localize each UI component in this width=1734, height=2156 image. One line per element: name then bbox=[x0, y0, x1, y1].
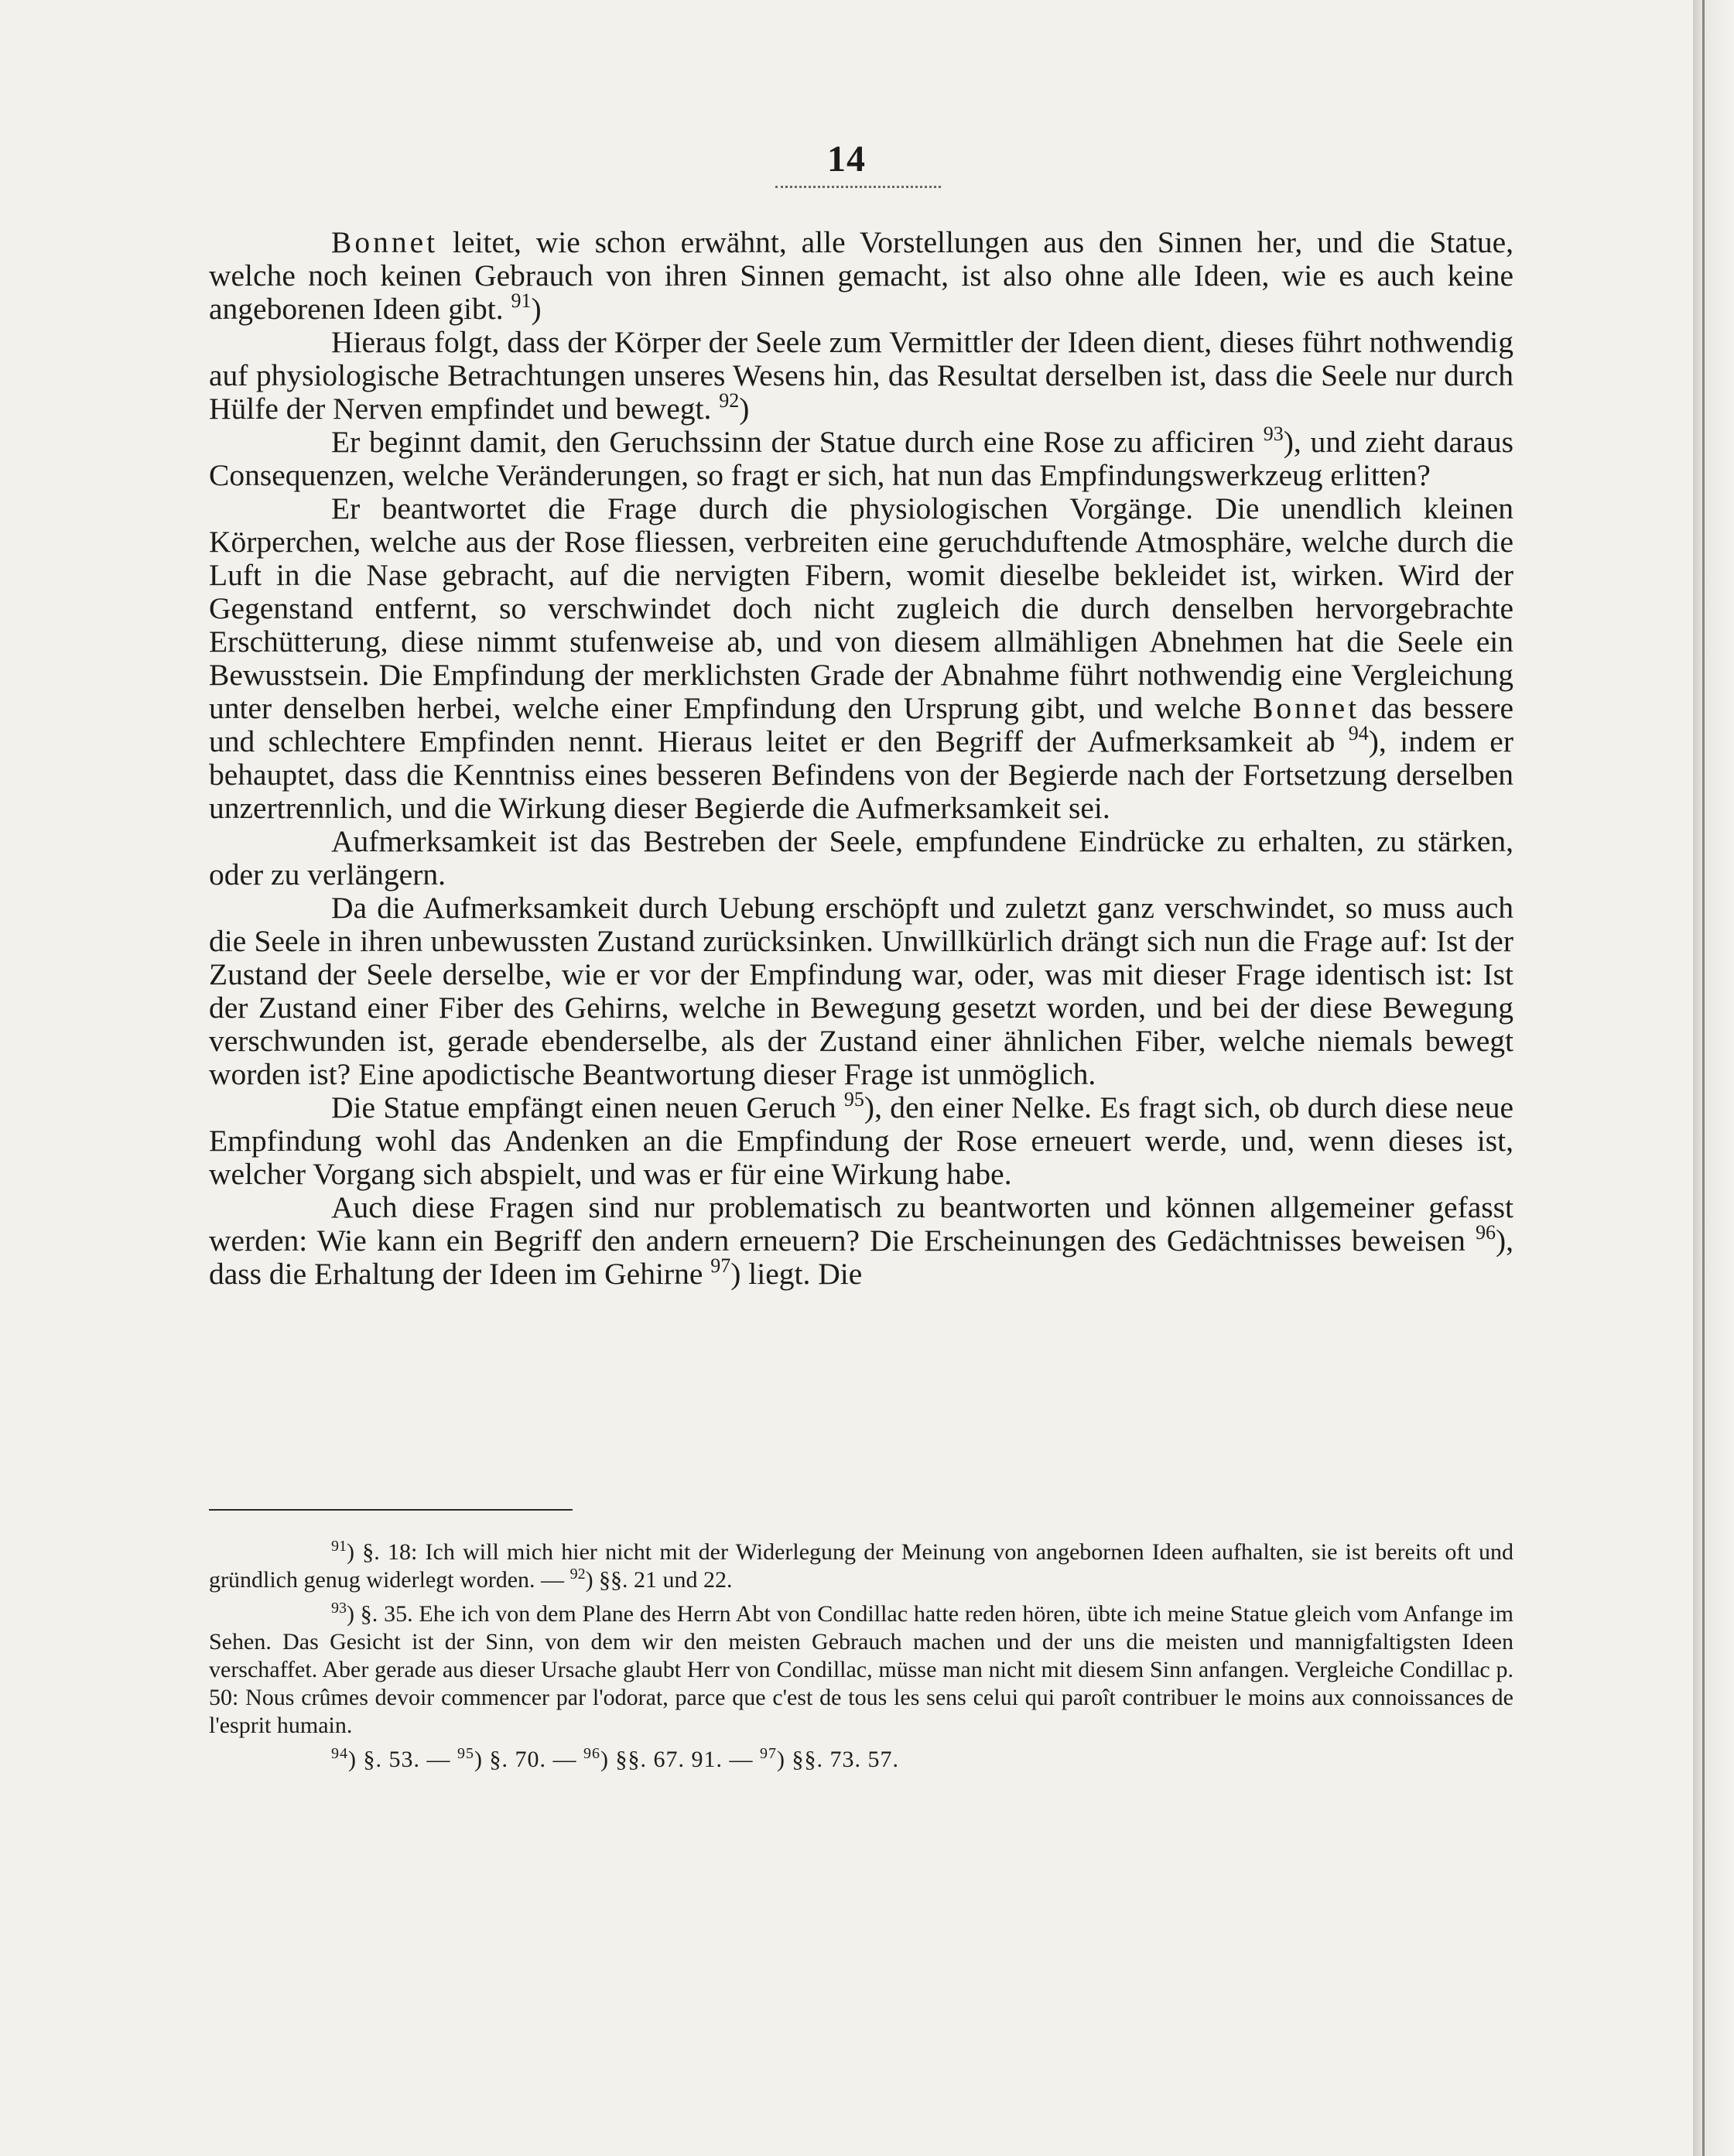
footnote-ref-92: 92 bbox=[719, 389, 740, 412]
footnote-separator bbox=[209, 1509, 573, 1511]
author-name: Bonnet bbox=[331, 225, 439, 259]
footnote-ref-94: 94 bbox=[1348, 722, 1369, 744]
page-binding-edge bbox=[1693, 0, 1734, 2156]
paragraph-3: Er beginnt damit, den Geruchssinn der Statue durch eine Rose zu afficiren $^{93}$), und zieht daraus Consequenzen, welche Veränderungen, so fragt er sich, hat nun das Empfindungswerkzeug erlitten? bbox=[209, 423, 1513, 492]
paragraph-7: Die Statue empfängt einen neuen Geruch $^{95}$), den einer Nelke. Es fragt sich, ob durch diese neue Empfindung wohl das Andenken an die Empfindung der Rose erneuert werde, und, wenn dieses ist, welcher Vorgang sich abspielt, und was er für eine Wirkung habe. bbox=[209, 1088, 1513, 1191]
paragraph-5: Aufmerksamkeit ist das Bestreben der Seele, empfundene Eindrücke zu erhalten, zu stärken, oder zu verlängern. bbox=[209, 824, 1513, 891]
footnote-ref-91: 91 bbox=[511, 289, 532, 312]
footnote-ref-93: 93 bbox=[1263, 423, 1284, 445]
paragraph-1: Bonnet leitet, wie schon erwähnt, alle Vorstellungen aus den Sinnen her, und die Statue, welche noch keinen Gebrauch von ihren Sinnen gemacht, ist also ohne alle Ideen, wie es auch keine angeborenen Ideen gibt. $^{91}$) bbox=[209, 225, 1513, 326]
footnote-ref-96: 96 bbox=[1475, 1221, 1496, 1244]
footnote-94-97: $^{94}$) §. 53. — $^{95}$) §. 70. — $^{96}$) §§. 67. 91. — $^{97}$) §§. 73. 57. bbox=[331, 1745, 899, 1772]
footnotes bbox=[209, 1538, 1513, 1780]
main-text bbox=[209, 226, 1513, 1291]
page-number: 14 bbox=[827, 139, 866, 180]
paragraph-8: Auch diese Fragen sind nur problematisch zu beantworten und können allgemeiner gefasst werden: Wie kann ein Begriff den andern erneuern? Die Erscheinungen des Gedächtnisses beweisen $^{96}$), dass die Erhaltung der Ideen im Gehirne $^{97}$) liegt. Die bbox=[209, 1190, 1513, 1291]
paragraph-6: Da die Aufmerksamkeit durch Uebung erschöpft und zuletzt ganz verschwindet, so muss auch die Seele in ihren unbewussten Zustand zurücksinken. Unwillkürlich drängt sich nun die Frage auf: Ist der Zustand der Seele derselbe, wie er vor der Empfindung war, oder, was mit dieser Frage identisch ist: Ist der Zustand einer Fiber des Gehirns, welche in Bewegung gesetzt worden, und bei der diese Bewegung verschwunden ist, gerade ebenderselbe, als der Zustand einer ähnlichen Fiber, welche niemals bewegt worden ist? Eine apodictische Beantwortung dieser Frage ist unmöglich. bbox=[209, 891, 1513, 1091]
footnote-ref-97: 97 bbox=[710, 1254, 731, 1277]
header-ornament-rule bbox=[775, 186, 941, 188]
footnote-91-92: $^{91}$) §. 18: Ich will mich hier nicht mit der Widerlegung der Meinung von angebornen Ideen aufhalten, sie ist bereits oft und gründlich genug widerlegt worden. — $^{92}$) §§. 21 und 22. bbox=[209, 1538, 1513, 1593]
page-edge-line bbox=[1702, 0, 1705, 2156]
paragraph-2: Hieraus folgt, dass der Körper der Seele zum Vermittler der Ideen dient, dieses führt nothwendig auf physiologische Betrachtungen unseres Wesens hin, das Resultat derselben ist, dass die Seele nur durch Hülfe der Nerven empfindet und bewegt. $^{92}$) bbox=[209, 325, 1513, 426]
footnote-ref-95: 95 bbox=[843, 1088, 864, 1111]
paragraph-4: Er beantwortet die Frage durch die physiologischen Vorgänge. Die unendlich kleinen Körperchen, welche aus der Rose fliessen, verbreiten eine geruchduftende Atmosphäre, welche durch die Luft in die Nase gebracht, auf die nervigten Fibern, womit dieselbe bekleidet ist, wirken. Wird der Gegenstand entfernt, so verschwindet doch nicht zugleich die durch denselben hervorgebrachte Erschütterung, diese nimmt stufenweise ab, und von diesem allmähligen Abnehmen hat die Seele ein Bewusstsein. Die Empfindung der merklichsten Grade der Abnahme führt nothwendig eine Vergleichung unter denselben herbei, welche einer Empfindung den Ursprung gibt, und welche Bonnet das bessere und schlechtere Empfinden nennt. Hieraus leitet er den Begriff der Aufmerksamkeit ab $^{94}$), indem er behauptet, dass die Kenntniss eines besseren Befindens von der Begierde nach der Fortsetzung derselben unzertrennlich, und die Wirkung dieser Begierde die Aufmerksamkeit sei. bbox=[209, 491, 1513, 825]
author-name: Bonnet bbox=[1253, 691, 1360, 725]
footnote-93: $^{93}$) §. 35. Ehe ich von dem Plane des Herrn Abt von Condillac hatte reden hören, übte ich meine Statue gleich vom Anfange im Sehen. Das Gesicht ist der Sinn, von dem wir den meisten Gebrauch machen und der uns die meisten und mannigfaltigsten Ideen verschaffet. Aber gerade aus dieser Ursache glaubt Herr von Condillac, müsse man nicht mit diesem Sinn anfangen. Vergleiche Condillac p. 50: Nous crûmes devoir commencer par l'odorat, parce que c'est de tous les sens celui qui paroît contribuer le moins aux connoissances de l'esprit humain. bbox=[209, 1600, 1513, 1738]
